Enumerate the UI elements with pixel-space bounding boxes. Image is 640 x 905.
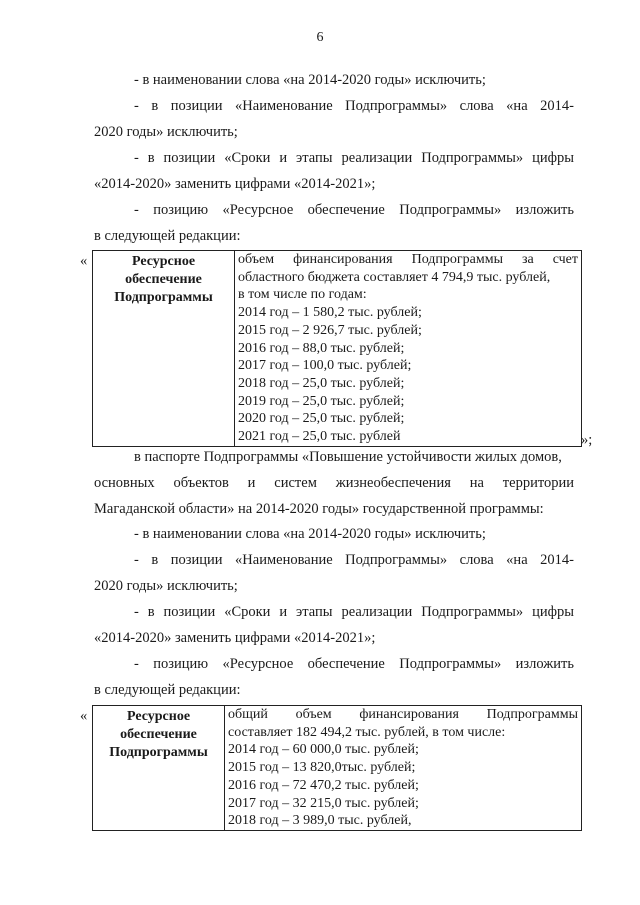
paragraph-line: - позицию «Ресурсное обеспечение Подпрограммы» изложить — [134, 202, 574, 218]
year-line: 2020 год – 25,0 тыс. рублей; — [238, 411, 405, 427]
paragraph-line: «2014-2020» заменить цифрами «2014-2021»; — [94, 630, 376, 646]
open-quote: « — [80, 708, 88, 724]
year-line: 2015 год – 2 926,7 тыс. рублей; — [238, 322, 422, 338]
content-line: в том числе по годам: — [238, 287, 367, 303]
paragraph-line: основных объектов и систем жизнеобеспечения на территории — [94, 475, 574, 491]
paragraph-line: в следующей редакции: — [94, 682, 241, 698]
content-line: объем финансирования Подпрограммы за счет — [238, 252, 578, 267]
paragraph-line: - в позиции «Сроки и этапы реализации Подпрограммы» цифры — [134, 604, 574, 620]
paragraph-line: Магаданской области» на 2014-2020 годы» государственной программы: — [94, 501, 544, 517]
content-line: областного бюджета составляет 4 794,9 тыс. рублей, — [238, 269, 551, 285]
year-line: 2018 год – 3 989,0 тыс. рублей, — [228, 813, 412, 829]
year-line: 2016 год – 88,0 тыс. рублей; — [238, 340, 405, 356]
content-line: составляет 182 494,2 тыс. рублей, в том числе: — [228, 724, 506, 740]
year-line: 2014 год – 60 000,0 тыс. рублей; — [228, 742, 419, 758]
paragraph-line: 2020 годы» исключить; — [94, 124, 238, 140]
year-line: 2017 год – 100,0 тыс. рублей; — [238, 358, 412, 374]
paragraph-line: «2014-2020» заменить цифрами «2014-2021»; — [94, 176, 376, 192]
paragraph-line: - позицию «Ресурсное обеспечение Подпрограммы» изложить — [134, 656, 574, 672]
year-line: 2017 год – 32 215,0 тыс. рублей; — [228, 795, 419, 811]
page-number: 6 — [316, 30, 324, 45]
paragraph-line: - в позиции «Наименование Подпрограммы» слова «на 2014- — [134, 98, 574, 114]
year-line: 2015 год – 13 820,0тыс. рублей; — [228, 760, 416, 776]
paragraph-line: - в наименовании слова «на 2014-2020 годы» исключить; — [134, 526, 486, 542]
resource-table-2 — [92, 705, 582, 831]
resource-content-cell — [225, 706, 582, 831]
year-line: 2016 год – 72 470,2 тыс. рублей; — [228, 777, 419, 793]
resource-table-1 — [92, 250, 582, 447]
paragraph-line: - в позиции «Сроки и этапы реализации Подпрограммы» цифры — [134, 150, 574, 166]
content-line: общий объем финансирования Подпрограммы — [228, 707, 578, 722]
year-line: 2018 год – 25,0 тыс. рублей; — [238, 375, 405, 391]
resource-label-cell: Ресурсное обеспечение Подпрограммы — [93, 251, 235, 447]
paragraph-line: 2020 годы» исключить; — [94, 578, 238, 594]
paragraph-line: в следующей редакции: — [94, 228, 241, 244]
resource-label-cell: Ресурсное обеспечение Подпрограммы — [93, 706, 225, 831]
year-line: 2019 год – 25,0 тыс. рублей; — [238, 393, 405, 409]
paragraph-line: - в позиции «Наименование Подпрограммы» слова «на 2014- — [134, 552, 574, 568]
open-quote: « — [80, 253, 88, 269]
paragraph-line: - в наименовании слова «на 2014-2020 годы» исключить; — [134, 72, 486, 88]
paragraph-line: в паспорте Подпрограммы «Повышение устойчивости жилых домов, — [134, 449, 562, 465]
close-quote: »; — [581, 432, 593, 448]
year-line: 2021 год – 25,0 тыс. рублей — [238, 429, 401, 445]
resource-content-cell — [235, 251, 582, 447]
year-line: 2014 год – 1 580,2 тыс. рублей; — [238, 305, 422, 321]
